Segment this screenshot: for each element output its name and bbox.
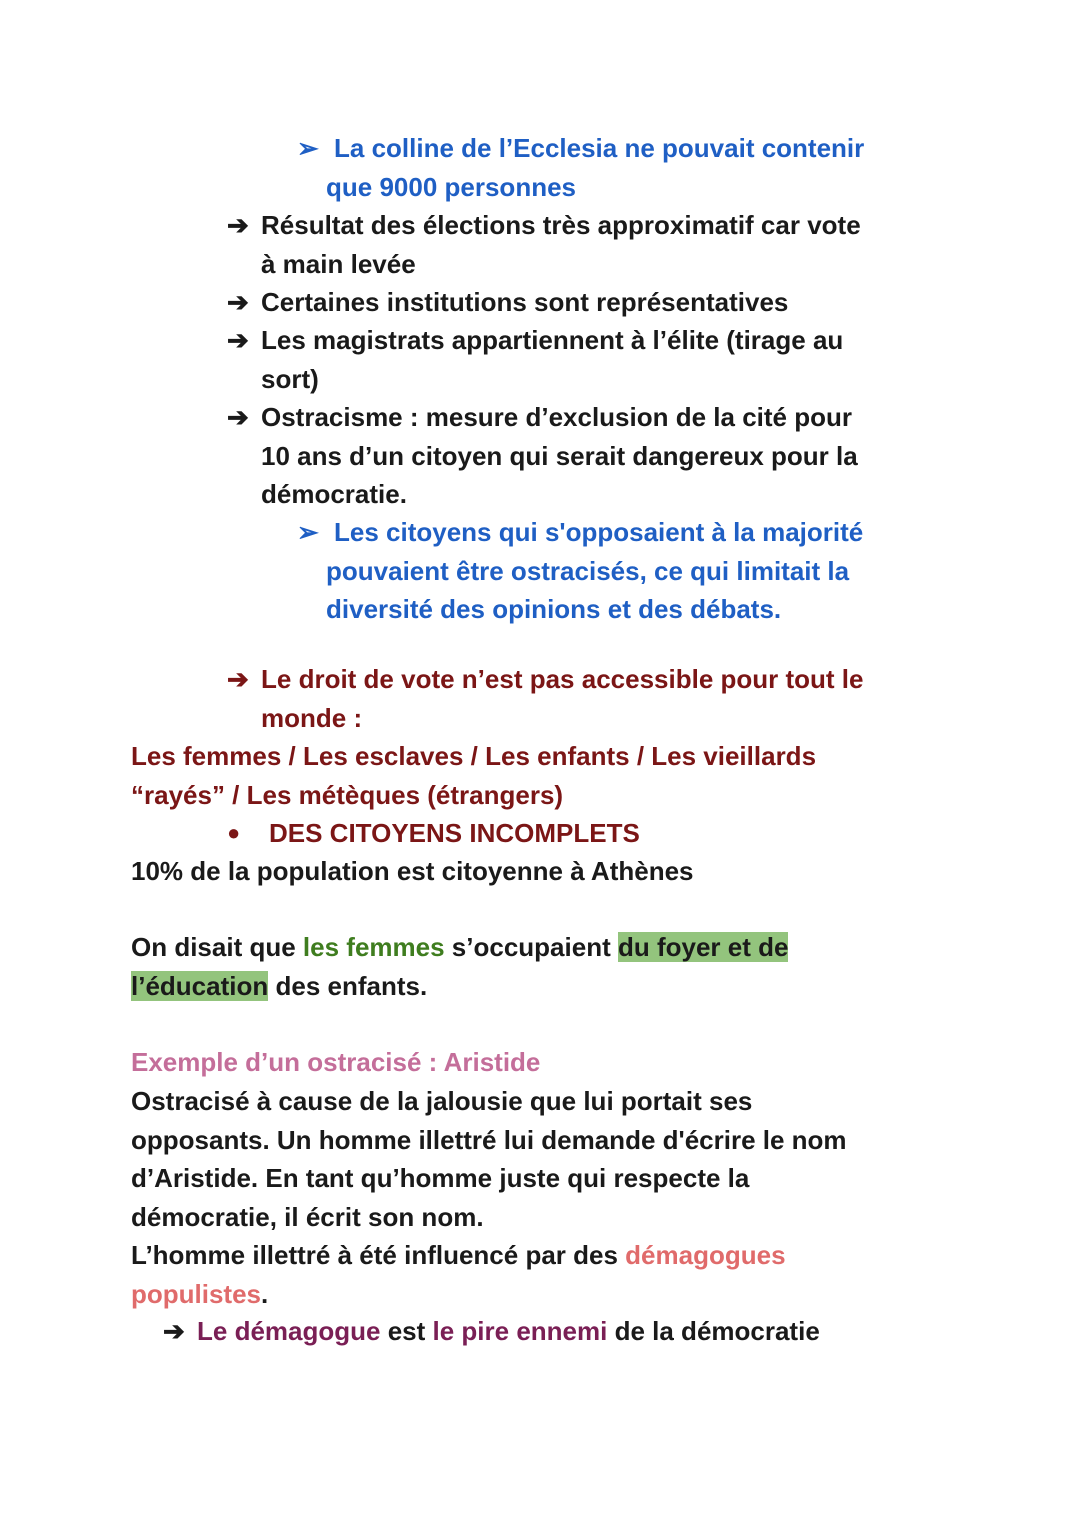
section-heading: Exemple d’un ostracisé : Aristide	[131, 1047, 541, 1077]
paragraph-line: Les femmes / Les esclaves / Les enfants / Les vieillards	[131, 741, 817, 771]
salmon-text: populistes	[131, 1278, 262, 1309]
paragraph-line: d’Aristide. En tant qu’homme juste qui respecte la	[131, 1163, 750, 1193]
conclusion-line: Le démagogue est le pire ennemi de la démocratie	[197, 1316, 820, 1346]
paragraph-line: 10% de la population est citoyenne à Athènes	[131, 856, 694, 886]
note-line: La colline de l’Ecclesia ne pouvait contenir	[334, 133, 865, 163]
excluded-groups-list	[0, 737, 1080, 814]
demagogue-conclusion	[0, 1312, 1080, 1351]
paragraph-line: populistes.	[131, 1278, 269, 1309]
highlighted-text: l’éducation	[131, 970, 269, 1001]
paragraph-line: L’homme illettré à été influencé par des démagogues	[131, 1240, 786, 1270]
citizen-statistic	[0, 852, 1080, 891]
aristide-example-body	[0, 1082, 1080, 1313]
ecclesia-capacity-note	[0, 129, 1080, 206]
list-item-line: monde :	[261, 702, 363, 733]
note-line: pouvaient être ostracisés, ce qui limitait la	[326, 555, 850, 586]
list-item-line: 10 ans d’un citoyen qui serait dangereux pour la	[261, 440, 858, 471]
paragraph-line: On disait que les femmes s’occupaient du foyer et de	[131, 932, 789, 962]
purple-text: le pire ennemi	[432, 1316, 608, 1346]
paragraph-line: démocratie, il écrit son nom.	[131, 1201, 484, 1232]
arrow-bullet-icon: ➔	[227, 210, 249, 240]
list-item-line: Certaines institutions sont représentatives	[261, 287, 789, 317]
salmon-text: démagogues	[625, 1240, 786, 1270]
highlighted-text: du foyer et de	[617, 932, 789, 962]
list-item-line: Le droit de vote n’est pas accessible pour tout le	[261, 664, 864, 694]
list-item-line: Les magistrats appartiennent à l’élite (tirage au	[261, 325, 844, 355]
arrow-bullet-icon: ➔	[163, 1316, 185, 1346]
list-item-ostracisme	[0, 398, 1080, 514]
triangle-bullet-icon: ➢	[297, 517, 319, 547]
paragraph-line: opposants. Un homme illettré lui demande d'écrire le nom	[131, 1124, 847, 1155]
arrow-bullet-icon: ➔	[227, 325, 249, 355]
list-item-line: Ostracisme : mesure d’exclusion de la cité pour	[261, 402, 852, 432]
incomplete-citizens-bullet	[0, 814, 1080, 853]
aristide-example-title	[0, 1043, 1080, 1082]
list-item-elections	[0, 206, 1080, 283]
list-item-line: Résultat des élections très approximatif car vote	[261, 210, 861, 240]
women-role-paragraph	[0, 928, 1080, 1005]
arrow-bullet-icon: ➔	[227, 402, 249, 432]
paragraph-line: Ostracisé à cause de la jalousie que lui portait ses	[131, 1086, 753, 1116]
triangle-bullet-icon: ➢	[297, 133, 319, 163]
note-line: diversité des opinions et des débats.	[326, 594, 782, 624]
note-line: Les citoyens qui s'opposaient à la majorité	[334, 517, 864, 547]
list-item-line: démocratie.	[261, 479, 407, 509]
list-item-line: à main levée	[261, 248, 416, 279]
ostracism-consequence-note	[0, 513, 1080, 629]
bullet-icon: ●	[227, 820, 241, 845]
voting-rights-item	[0, 660, 1080, 737]
paragraph-line: l’éducation des enfants.	[131, 970, 428, 1001]
purple-text: Le démagogue	[197, 1316, 381, 1346]
arrow-bullet-icon: ➔	[227, 287, 249, 317]
bullet-text: DES CITOYENS INCOMPLETS	[269, 818, 640, 848]
green-text: les femmes	[302, 932, 445, 962]
list-item-line: sort)	[261, 363, 319, 394]
arrow-bullet-icon: ➔	[227, 664, 249, 694]
paragraph-line: “rayés” / Les métèques (étrangers)	[131, 779, 564, 810]
list-item-institutions	[0, 283, 1080, 322]
list-item-magistrats	[0, 321, 1080, 398]
note-line: que 9000 personnes	[326, 171, 576, 202]
